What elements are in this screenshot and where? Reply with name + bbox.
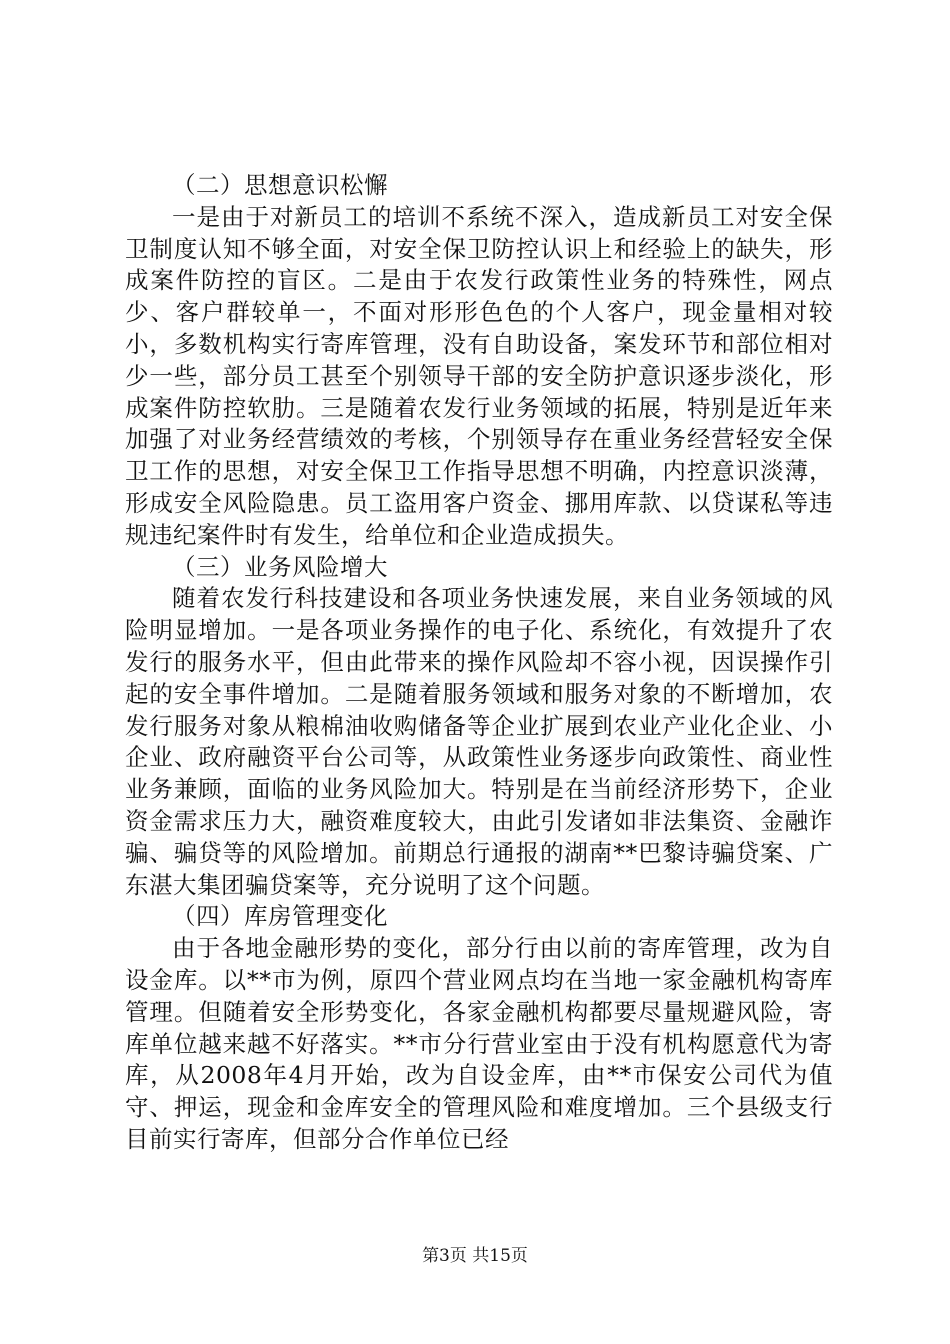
section-heading-3: （三）业务风险增大 (172, 552, 388, 581)
section-paragraph-3: 随着农发行科技建设和各项业务快速发展，来自业务领域的风险明显增加。一是各项业务操作的电子化、系统化，有效提升了农发行的服务水平，但由此带来的操作风险却不容小视，因误操作引起的安全事件增加。二是随着服务领域和服务对象的不断增加，农发行服务对象从粮棉油收购储备等企业扩展到农业产业化企业、小企业、政府融资平台公司等，从政策性业务逐步向政策性、商业性业务兼顾，面临的业务风险加大。特别是在当前经济形势下，企业资金需求压力大，融资难度较大，由此引发诸如非法集资、金融诈骗、骗贷等的风险增加。前期总行通报的湖南**巴黎诗骗贷案、广东湛大集团骗贷案等，充分说明了这个问题。 (125, 584, 833, 899)
section-heading-4: （四）库房管理变化 (172, 902, 388, 931)
section-paragraph-2: 一是由于对新员工的培训不系统不深入，造成新员工对安全保卫制度认知不够全面，对安全保卫防控认识上和经验上的缺失，形成案件防控的盲区。二是由于农发行政策性业务的特殊性，网点少、客户群较单一，不面对形形色色的个人客户，现金量相对较小，多数机构实行寄库管理，没有自助设备，案发环节和部位相对少一些，部分员工甚至个别领导干部的安全防护意识逐步淡化，形成案件防控软肋。三是随着农发行业务领域的拓展，特别是近年来加强了对业务经营绩效的考核，个别领导存在重业务经营轻安全保卫工作的思想，对安全保卫工作指导思想不明确，内控意识淡薄，形成安全风险隐患。员工盗用客户资金、挪用库款、以贷谋私等违规违纪案件时有发生，给单位和企业造成损失。 (125, 202, 833, 549)
document-body (125, 170, 833, 1156)
page-number-footer: 第3页 共15页 (422, 1246, 528, 1266)
section-heading-2: （二）思想意识松懈 (172, 171, 388, 199)
section-paragraph-4: 由于各地金融形势的变化，部分行由以前的寄库管理，改为自设金库。以**市为例，原四个营业网点均在当地一家金融机构寄库管理。但随着安全形势变化，各家金融机构都要尽量规避风险，寄库单位越来越不好落实。**市分行营业室由于没有机构愿意代为寄库，从2008年4月开始，改为自设金库，由**市保安公司代为值守、押运，现金和金库安全的管理风险和难度增加。三个县级支行目前实行寄库，但部分合作单位已经 (125, 934, 833, 1153)
